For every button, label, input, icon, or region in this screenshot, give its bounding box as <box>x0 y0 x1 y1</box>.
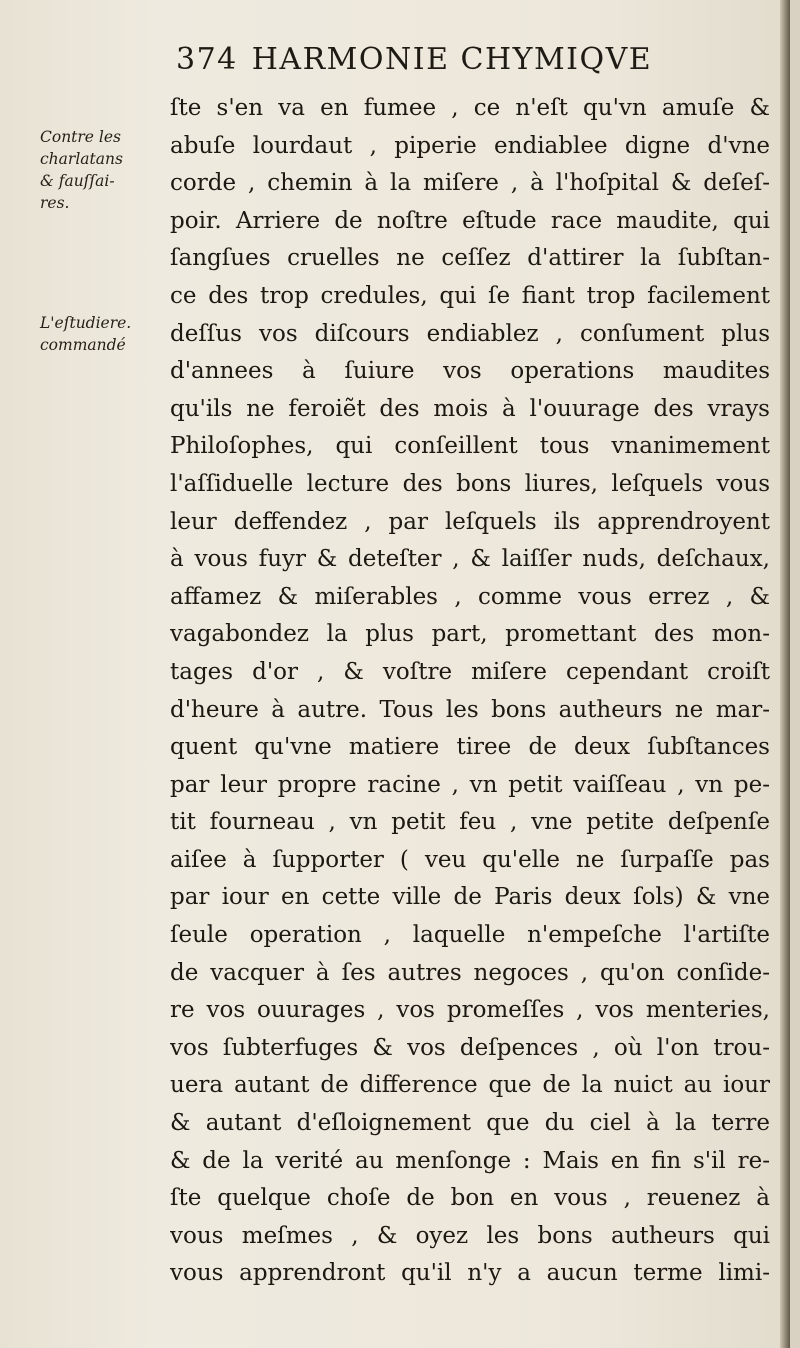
margin-note-line: res. <box>40 194 70 212</box>
text-line: abuſe lourdaut , piperie endiablee digne d'vne <box>170 132 770 159</box>
text-line: poir. Arriere de noſtre eſtude race maudite, qui <box>170 207 770 234</box>
text-line: affamez & miſerables , comme vous errez , & <box>170 583 770 610</box>
text-line: ſeule operation , laquelle n'empeſche l'artiſte <box>170 922 770 949</box>
margin-note-charlatans <box>40 126 160 214</box>
text-line: d'heure à autre. Tous les bons autheurs ne mar- <box>170 696 770 723</box>
text-line: re vos ouurages , vos promeſſes , vos menteries, <box>170 997 770 1024</box>
text-line: & de la verité au menſonge : Mais en fin s'il re- <box>170 1147 770 1174</box>
margin-note-estude <box>40 312 160 356</box>
text-line: vous apprendront qu'il n'y a aucun terme limi- <box>170 1260 770 1287</box>
text-line: aiſee à ſupporter ( veu qu'elle ne ſurpaſſe pas <box>170 846 770 873</box>
margin-note-line: L'eſtudiere. <box>40 314 132 332</box>
text-line: par iour en cette ville de Paris deux ſols) & vne <box>170 884 770 911</box>
text-line: leur deffendez , par leſquels ils apprendroyent <box>170 508 770 535</box>
text-line: ſte quelque choſe de bon en vous , reuenez à <box>170 1185 770 1212</box>
text-line: quent qu'vne matiere tiree de deux ſubſtances <box>170 734 770 761</box>
page-number: 374 <box>176 42 238 77</box>
text-line: corde , chemin à la miſere , à l'hoſpital & deſeſ- <box>170 170 770 197</box>
margin-note-line: charlatans <box>40 150 123 168</box>
text-line: uera autant de difference que de la nuict au iour <box>170 1072 770 1099</box>
book-title: HARMONIE CHYMIQVE <box>251 42 653 77</box>
page-edge <box>780 0 790 1348</box>
text-line: deſſus vos diſcours endiablez , conſument plus <box>170 320 770 347</box>
text-line: & autant d'eſloignement que du ciel à la terre <box>170 1110 770 1137</box>
text-line: de vacquer à ſes autres negoces , qu'on conſide- <box>170 959 770 986</box>
text-line: qu'ils ne feroiẽt des mois à l'ouurage des vrays <box>170 395 770 422</box>
text-line: à vous fuyr & deteſter , & laiſſer nuds, deſchaux, <box>170 546 770 573</box>
running-head <box>176 42 652 77</box>
text-line: d'annees à ſuiure vos operations maudites <box>170 358 770 385</box>
text-line: vagabondez la plus part, promettant des mon- <box>170 621 770 648</box>
text-line: tit fourneau , vn petit feu , vne petite deſpenſe <box>170 809 770 836</box>
body-text <box>170 90 770 1293</box>
text-line: Philoſophes, qui conſeillent tous vnanimement <box>170 433 770 460</box>
text-line: ce des trop credules, qui ſe fiant trop facilement <box>170 282 770 309</box>
text-line: vous meſmes , & oyez les bons autheurs qui <box>170 1222 770 1249</box>
margin-note-line: Contre les <box>40 128 121 146</box>
margin-note-line: & fauſſai- <box>40 172 115 190</box>
text-line: par leur propre racine , vn petit vaiſſeau , vn pe- <box>170 771 770 798</box>
text-line: vos ſubterfuges & vos deſpences , où l'on trou- <box>170 1034 770 1061</box>
text-line: ſangſues cruelles ne ceſſez d'attirer la ſubſtan- <box>170 245 770 272</box>
text-line: tages d'or , & voſtre miſere cependant croiſt <box>170 658 770 685</box>
text-line: ſte s'en va en fumee , ce n'eſt qu'vn amuſe & <box>170 95 770 121</box>
margin-note-line: commandé <box>40 336 126 354</box>
text-line: l'aſſiduelle lecture des bons liures, leſquels vous <box>170 470 770 497</box>
